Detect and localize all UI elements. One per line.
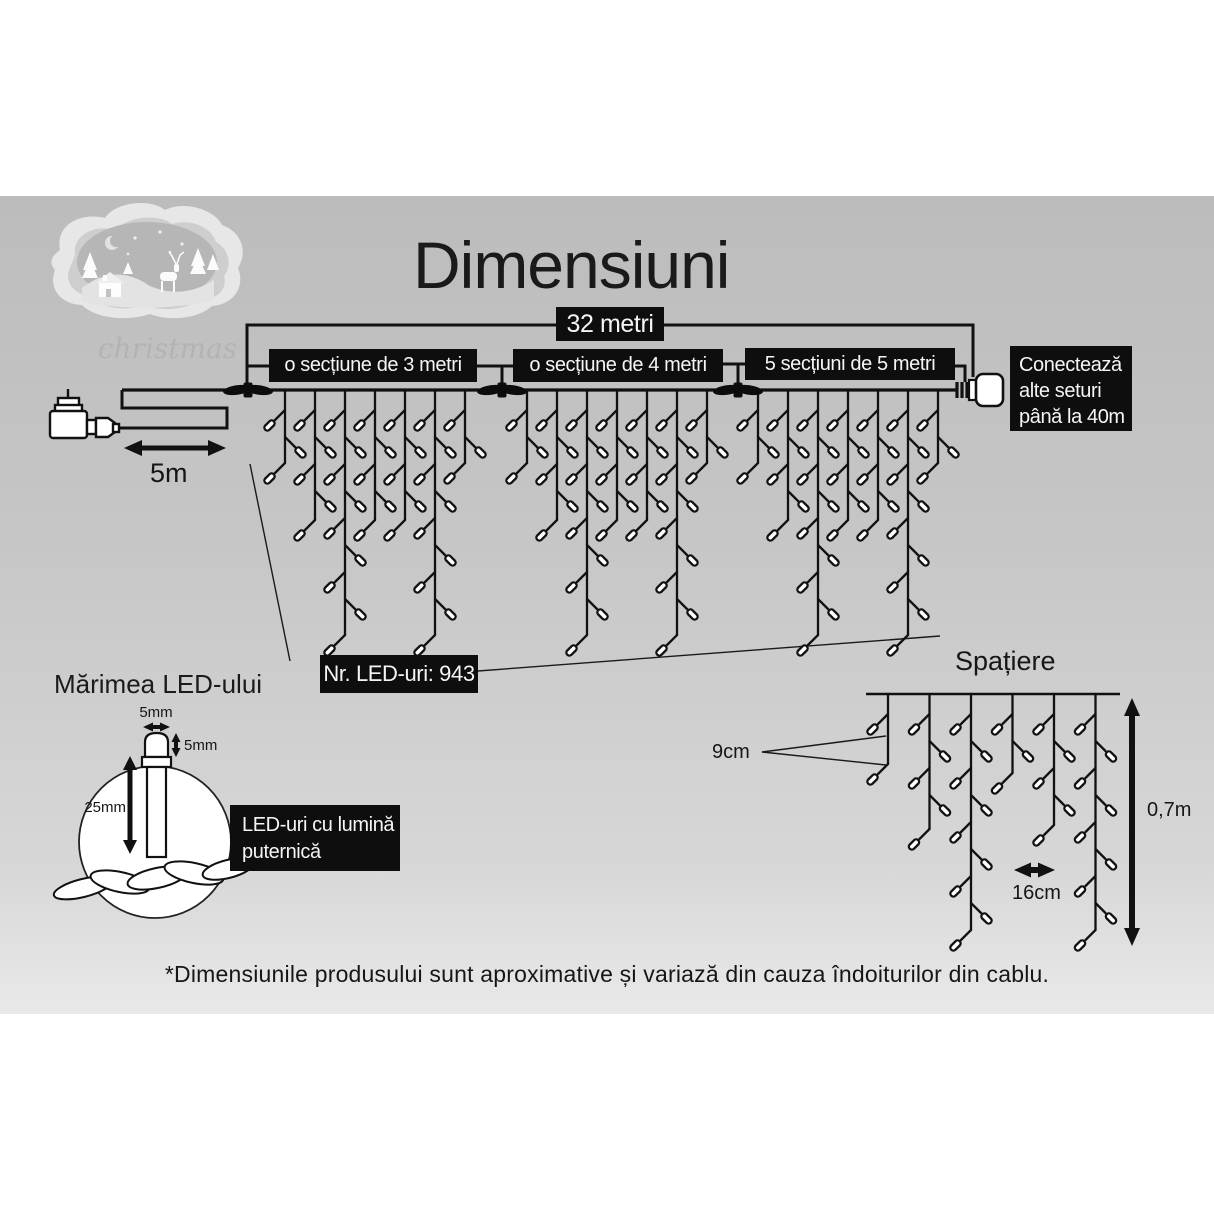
- connect-note-line3: până la 40m: [1019, 406, 1125, 428]
- led-height-arrow: [172, 733, 181, 757]
- wire-connector-icon: [712, 383, 763, 398]
- drop-gap-arrow: [1014, 863, 1055, 878]
- light-drop: [685, 390, 729, 485]
- spacing-heading: Spațiere: [955, 646, 1056, 676]
- led-bulb-icon: [142, 733, 171, 857]
- light-drop: [383, 390, 427, 542]
- led-length-value: 25mm: [84, 799, 126, 816]
- wire-connector-icon: [222, 383, 273, 398]
- light-drop: [736, 390, 780, 485]
- led-brightness-note-line2: puternică: [242, 841, 321, 863]
- light-drop: [443, 390, 487, 485]
- light-drop: [1032, 694, 1076, 847]
- led-width-value: 5mm: [139, 704, 173, 721]
- connect-note-line1: Conectează: [1019, 354, 1122, 376]
- led-size-detail: [52, 723, 256, 919]
- led-gap-leader-lines: [762, 736, 886, 765]
- led-gap-value: 9cm: [712, 741, 750, 763]
- light-drop: [916, 390, 960, 485]
- lead-wire: [117, 390, 227, 428]
- connect-note: [1010, 346, 1132, 431]
- light-drop: [949, 694, 993, 952]
- light-drop: [353, 390, 397, 542]
- logo-moon-shadow: [110, 235, 122, 247]
- light-drop: [856, 390, 900, 542]
- light-drop: [263, 390, 307, 485]
- led-count-leader-lines: [250, 464, 940, 671]
- light-drop: [535, 390, 579, 542]
- wire-connector-icon: [476, 383, 527, 398]
- power-plug-icon: [50, 389, 119, 438]
- lead-length-arrow: [124, 440, 226, 456]
- light-drop: [625, 390, 669, 542]
- section-3-label: 5 secțiuni de 5 metri: [745, 348, 955, 380]
- page-title: Dimensiuni: [413, 228, 730, 302]
- section-2-label: o secțiune de 4 metri: [513, 349, 723, 382]
- light-drop: [293, 390, 337, 542]
- light-drop: [766, 390, 810, 542]
- led-width-arrow: [143, 723, 170, 732]
- light-drop: [908, 694, 952, 851]
- drop-length-arrow: [1124, 698, 1140, 946]
- light-drop: [991, 694, 1035, 795]
- logo-winter-scene: [51, 203, 242, 318]
- light-drop: [866, 694, 888, 786]
- total-length-label: 32 metri: [556, 307, 664, 341]
- led-size-heading: Mărimea LED-ului: [54, 669, 263, 699]
- connect-note-line2: alte seturi: [1019, 380, 1102, 402]
- footnote: *Dimensiunile produsului sunt aproximative și variază din cauza îndoiturilor din cablu.: [164, 961, 1050, 987]
- drop-gap-value: 16cm: [1012, 882, 1061, 904]
- logo-script-text: christmas: [97, 332, 238, 365]
- section-1-label: o secțiune de 3 metri: [269, 349, 477, 382]
- light-drop: [826, 390, 870, 542]
- logo-brand-text: FLIPPY.: [131, 318, 199, 334]
- lead-length-value: 5m: [150, 458, 188, 488]
- led-brightness-note: [230, 805, 400, 871]
- led-count-label: Nr. LED-uri: 943: [320, 655, 478, 693]
- led-height-value: 5mm: [184, 737, 218, 754]
- light-drop: [1074, 694, 1118, 952]
- light-drop: [505, 390, 549, 485]
- drop-length-value: 0,7m: [1147, 799, 1192, 821]
- led-brightness-note-line1: LED-uri cu lumină: [242, 814, 395, 836]
- light-drop: [595, 390, 639, 542]
